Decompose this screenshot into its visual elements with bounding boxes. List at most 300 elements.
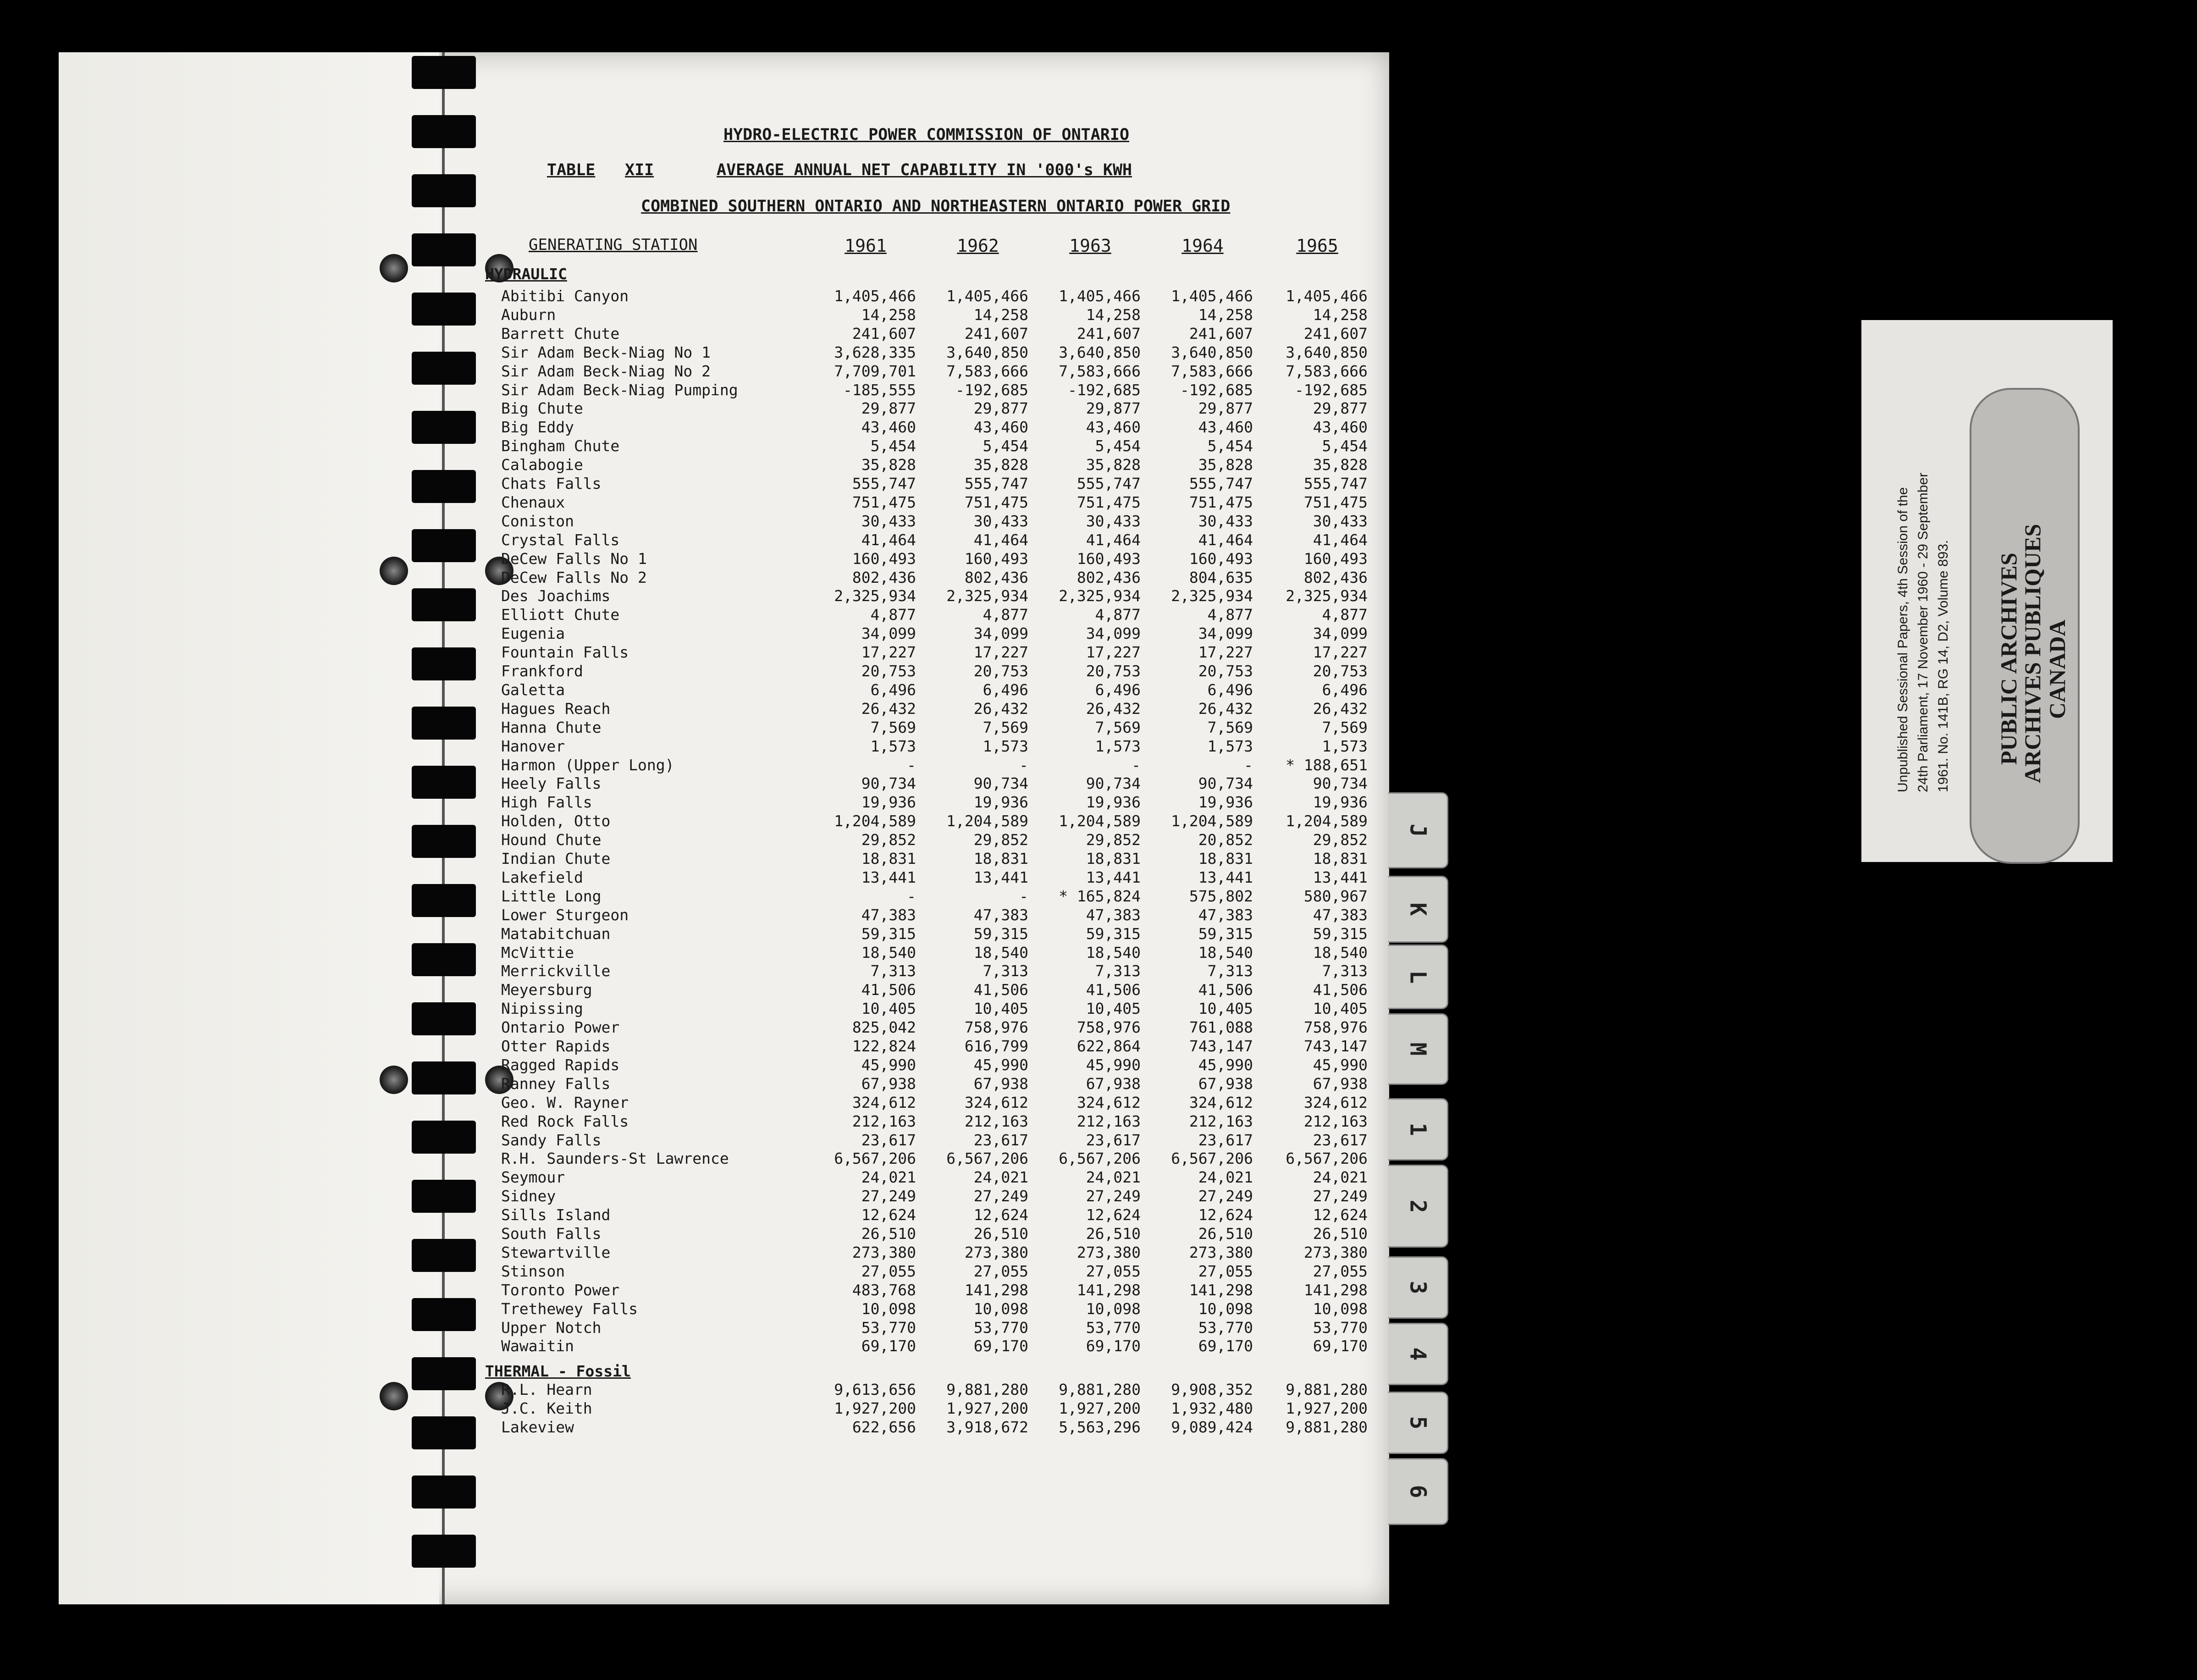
- capability-value: 141,298: [1076, 1281, 1141, 1299]
- section-title: HYDRAULIC: [485, 265, 567, 283]
- capability-value: -192,685: [1180, 381, 1253, 399]
- station-name: McVittie: [501, 943, 574, 962]
- capability-value: 3,628,335: [834, 343, 916, 361]
- station-name: Trethewey Falls: [501, 1299, 638, 1318]
- capability-value: 26,510: [973, 1225, 1028, 1243]
- capability-value: 47,383: [973, 906, 1028, 924]
- capability-value: 6,567,206: [1286, 1149, 1368, 1168]
- capability-value: 59,315: [1198, 924, 1253, 943]
- capability-value: 6,567,206: [1171, 1149, 1253, 1168]
- capability-value: 9,613,656: [834, 1381, 916, 1399]
- capability-value: 14,258: [973, 305, 1028, 324]
- station-name: DeCew Falls No 1: [501, 549, 647, 568]
- capability-value: 5,454: [1207, 437, 1253, 455]
- station-name: Toronto Power: [501, 1281, 620, 1299]
- capability-value: 10,098: [861, 1299, 916, 1318]
- capability-value: 41,506: [1198, 981, 1253, 999]
- capability-value: 27,055: [861, 1262, 916, 1280]
- capability-value: 41,506: [1086, 981, 1141, 999]
- capability-value: 3,640,850: [946, 343, 1028, 361]
- capability-value: 12,624: [1313, 1206, 1368, 1224]
- capability-value: 29,877: [1086, 399, 1141, 418]
- station-name: DeCew Falls No 2: [501, 568, 647, 586]
- capability-value: 67,938: [1313, 1074, 1368, 1093]
- archive-stamp-line2: ARCHIVES PUBLIQUES: [2020, 524, 2045, 783]
- capability-value: 27,249: [1313, 1187, 1368, 1205]
- station-name: Ontario Power: [501, 1018, 620, 1037]
- binder-loop: [412, 1239, 476, 1272]
- capability-value: 26,432: [1086, 699, 1141, 718]
- capability-value: 12,624: [861, 1206, 916, 1224]
- capability-value: 9,881,280: [1059, 1381, 1141, 1399]
- station-name: Elliott Chute: [501, 606, 620, 624]
- capability-value: 1,405,466: [946, 287, 1028, 305]
- capability-value: 45,990: [1198, 1056, 1253, 1074]
- capability-value: * 165,824: [1059, 887, 1141, 905]
- capability-value: 41,464: [973, 531, 1028, 549]
- capability-value: 758,976: [964, 1018, 1028, 1037]
- station-name: Sir Adam Beck-Niag Pumping: [501, 381, 738, 399]
- capability-value: 10,405: [1198, 1000, 1253, 1018]
- capability-value: 4,877: [983, 606, 1028, 624]
- station-name: Merrickville: [501, 962, 611, 980]
- capability-value: 9,881,280: [1286, 1381, 1368, 1399]
- station-name: Hagues Reach: [501, 699, 611, 718]
- capability-value: 45,990: [1086, 1056, 1141, 1074]
- capability-value: 26,510: [1198, 1225, 1253, 1243]
- capability-value: 14,258: [1198, 305, 1253, 324]
- station-name: R.H. Saunders-St Lawrence: [501, 1149, 729, 1168]
- capability-value: 3,640,850: [1059, 343, 1141, 361]
- index-tab[interactable]: [1388, 792, 1448, 868]
- capability-value: 18,540: [1198, 943, 1253, 962]
- capability-value: 3,918,672: [946, 1418, 1028, 1437]
- capability-value: 7,583,666: [1059, 362, 1141, 380]
- capability-value: 27,249: [1086, 1187, 1141, 1205]
- capability-value: 14,258: [1313, 305, 1368, 324]
- capability-value: 90,734: [861, 774, 916, 793]
- table-number: XII: [625, 161, 654, 179]
- station-name: High Falls: [501, 793, 592, 812]
- binder-loop: [412, 884, 476, 917]
- capability-value: 19,936: [1086, 793, 1141, 812]
- capability-value: 1,204,589: [834, 812, 916, 830]
- binder-hole: [380, 254, 408, 282]
- station-name: Stewartville: [501, 1243, 611, 1261]
- capability-value: 241,607: [1189, 324, 1253, 343]
- capability-value: 35,828: [973, 456, 1028, 474]
- station-name: Barrett Chute: [501, 324, 620, 343]
- capability-value: 141,298: [1189, 1281, 1253, 1299]
- capability-value: 3,640,850: [1171, 343, 1253, 361]
- capability-value: 804,635: [1189, 568, 1253, 586]
- capability-value: 7,569: [1095, 718, 1141, 736]
- capability-value: 7,313: [1322, 962, 1368, 980]
- capability-value: 41,464: [1313, 531, 1368, 549]
- capability-value: -: [1019, 887, 1028, 905]
- binder-loop: [412, 588, 476, 621]
- capability-value: 53,770: [973, 1318, 1028, 1337]
- station-name: Abitibi Canyon: [501, 287, 629, 305]
- index-tab[interactable]: [1388, 1458, 1448, 1525]
- capability-value: 10,098: [1198, 1299, 1253, 1318]
- binder-loop: [412, 115, 476, 148]
- capability-value: 141,298: [1303, 1281, 1368, 1299]
- station-name: Ragged Rapids: [501, 1056, 620, 1074]
- capability-value: 324,612: [1189, 1093, 1253, 1111]
- capability-value: 17,227: [1313, 643, 1368, 662]
- capability-value: 1,927,200: [1059, 1399, 1141, 1418]
- capability-value: 18,831: [1086, 850, 1141, 868]
- capability-value: 13,441: [861, 868, 916, 886]
- capability-value: 2,325,934: [1059, 587, 1141, 605]
- capability-value: 23,617: [1313, 1131, 1368, 1149]
- capability-value: 34,099: [1086, 624, 1141, 643]
- capability-value: 555,747: [1189, 475, 1253, 492]
- capability-value: 45,990: [861, 1056, 916, 1074]
- capability-value: 29,877: [1313, 399, 1368, 418]
- capability-value: 41,464: [1198, 531, 1253, 549]
- index-tab[interactable]: [1388, 1165, 1448, 1248]
- index-tab[interactable]: [1388, 1256, 1448, 1319]
- index-tab[interactable]: [1388, 945, 1448, 1009]
- capability-value: -: [1019, 756, 1028, 774]
- station-name: Des Joachims: [501, 587, 611, 605]
- index-tab[interactable]: [1388, 1392, 1448, 1454]
- station-column-header: GENERATING STATION: [529, 236, 698, 254]
- station-name: Sir Adam Beck-Niag No 1: [501, 343, 711, 361]
- index-tab-label: 3: [1405, 1281, 1430, 1294]
- capability-value: 26,432: [1198, 699, 1253, 718]
- capability-value: 59,315: [861, 924, 916, 943]
- capability-value: 41,506: [861, 981, 916, 999]
- capability-value: 12,624: [973, 1206, 1028, 1224]
- capability-value: 2,325,934: [946, 587, 1028, 605]
- station-name: Chats Falls: [501, 475, 602, 492]
- binder-loop: [412, 174, 476, 207]
- capability-value: 802,436: [1076, 568, 1141, 586]
- capability-value: 34,099: [1198, 624, 1253, 643]
- capability-value: 9,089,424: [1171, 1418, 1253, 1437]
- station-name: Big Chute: [501, 399, 583, 418]
- capability-value: 3,640,850: [1286, 343, 1368, 361]
- archive-label: [1861, 320, 2113, 862]
- capability-value: 622,656: [852, 1418, 916, 1437]
- capability-value: 29,852: [861, 831, 916, 849]
- capability-value: 14,258: [861, 305, 916, 324]
- capability-value: 6,496: [1207, 680, 1253, 699]
- capability-value: 67,938: [973, 1074, 1028, 1093]
- capability-value: 19,936: [861, 793, 916, 812]
- capability-value: 7,569: [1322, 718, 1368, 736]
- capability-value: 241,607: [1303, 324, 1368, 343]
- capability-value: 90,734: [1086, 774, 1141, 793]
- capability-value: 30,433: [1086, 512, 1141, 530]
- capability-value: 18,831: [973, 850, 1028, 868]
- capability-value: 5,454: [1322, 437, 1368, 455]
- capability-value: 24,021: [973, 1168, 1028, 1187]
- capability-value: 18,540: [1086, 943, 1141, 962]
- capability-value: 160,493: [1189, 549, 1253, 568]
- capability-value: 30,433: [1313, 512, 1368, 530]
- archive-stamp-line1: PUBLIC ARCHIVES: [1996, 553, 2021, 765]
- capability-value: 19,936: [1313, 793, 1368, 812]
- capability-value: 29,852: [973, 831, 1028, 849]
- capability-value: 41,506: [973, 981, 1028, 999]
- capability-value: 18,831: [1198, 850, 1253, 868]
- index-tab[interactable]: [1388, 1323, 1448, 1385]
- station-name: Coniston: [501, 512, 574, 530]
- capability-value: 9,881,280: [1286, 1418, 1368, 1437]
- capability-value: 13,441: [1313, 868, 1368, 886]
- year-header-1962: 1962: [957, 236, 999, 256]
- capability-value: 43,460: [1313, 418, 1368, 437]
- capability-value: 7,313: [983, 962, 1028, 980]
- station-name: Otter Rapids: [501, 1037, 611, 1055]
- capability-value: -192,685: [1295, 381, 1368, 399]
- capability-value: 7,313: [1095, 962, 1141, 980]
- capability-value: 10,098: [973, 1299, 1028, 1318]
- year-header-1963: 1963: [1069, 236, 1111, 256]
- capability-value: 751,475: [1076, 493, 1141, 511]
- capability-value: 1,573: [1095, 737, 1141, 755]
- capability-value: 47,383: [1313, 906, 1368, 924]
- capability-value: 43,460: [1086, 418, 1141, 437]
- capability-value: 580,967: [1303, 887, 1368, 905]
- index-tab-label: 5: [1405, 1416, 1430, 1430]
- capability-value: 6,496: [1322, 680, 1368, 699]
- capability-value: 1,204,589: [1059, 812, 1141, 830]
- capability-value: 241,607: [964, 324, 1028, 343]
- capability-value: 67,938: [1086, 1074, 1141, 1093]
- capability-value: 758,976: [1076, 1018, 1141, 1037]
- station-name: Ranney Falls: [501, 1074, 611, 1093]
- document-page: [59, 52, 1389, 1604]
- capability-value: 29,877: [1198, 399, 1253, 418]
- capability-value: 24,021: [1086, 1168, 1141, 1187]
- binder-hole: [380, 1066, 408, 1094]
- capability-value: 27,249: [1198, 1187, 1253, 1205]
- capability-value: 622,864: [1076, 1037, 1141, 1055]
- binder-loop: [412, 411, 476, 444]
- capability-value: 1,573: [1322, 737, 1368, 755]
- index-tab-label: M: [1405, 1042, 1430, 1056]
- capability-value: 69,170: [1086, 1337, 1141, 1355]
- capability-value: 7,583,666: [1171, 362, 1253, 380]
- capability-value: 27,055: [1198, 1262, 1253, 1280]
- capability-value: 2,325,934: [1171, 587, 1253, 605]
- capability-value: 18,831: [861, 850, 916, 868]
- station-name: South Falls: [501, 1225, 602, 1243]
- capability-value: 19,936: [973, 793, 1028, 812]
- capability-value: 1,573: [1207, 737, 1253, 755]
- capability-value: 18,540: [861, 943, 916, 962]
- capability-value: 1,573: [870, 737, 916, 755]
- capability-value: 743,147: [1189, 1037, 1253, 1055]
- capability-value: 18,831: [1313, 850, 1368, 868]
- binder-loop: [412, 825, 476, 858]
- capability-value: 27,055: [1086, 1262, 1141, 1280]
- station-name: Harmon (Upper Long): [501, 756, 674, 774]
- capability-value: 273,380: [1076, 1243, 1141, 1261]
- capability-value: 26,432: [973, 699, 1028, 718]
- capability-value: 160,493: [1076, 549, 1141, 568]
- binder-hole: [380, 557, 408, 585]
- capability-value: 273,380: [1189, 1243, 1253, 1261]
- capability-value: -: [1132, 756, 1141, 774]
- capability-value: 758,976: [1303, 1018, 1368, 1037]
- capability-value: -: [907, 756, 916, 774]
- binder-loop: [412, 529, 476, 562]
- capability-value: -: [1244, 756, 1253, 774]
- capability-value: 13,441: [1198, 868, 1253, 886]
- index-tab[interactable]: [1388, 876, 1448, 943]
- capability-value: 483,768: [852, 1281, 916, 1299]
- archive-reference-line2: 24th Parliament, 17 November 1960 - 29 September: [1915, 472, 1931, 792]
- capability-value: 555,747: [1303, 475, 1368, 492]
- station-name: Upper Notch: [501, 1318, 602, 1337]
- capability-value: 27,249: [973, 1187, 1028, 1205]
- capability-value: 4,877: [1095, 606, 1141, 624]
- station-name: Lakeview: [501, 1418, 574, 1437]
- capability-value: 324,612: [1303, 1093, 1368, 1111]
- capability-value: 4,877: [870, 606, 916, 624]
- capability-value: 35,828: [861, 456, 916, 474]
- capability-value: 10,405: [861, 1000, 916, 1018]
- station-name: Hanna Chute: [501, 718, 602, 736]
- capability-value: 1,204,589: [1171, 812, 1253, 830]
- capability-value: 53,770: [861, 1318, 916, 1337]
- capability-value: 13,441: [1086, 868, 1141, 886]
- capability-value: 555,747: [964, 475, 1028, 492]
- capability-value: 241,607: [1076, 324, 1141, 343]
- capability-value: 10,405: [1313, 1000, 1368, 1018]
- facing-page: [59, 52, 439, 1604]
- capability-value: 616,799: [964, 1037, 1028, 1055]
- capability-value: 53,770: [1086, 1318, 1141, 1337]
- capability-value: 30,433: [1198, 512, 1253, 530]
- capability-value: 743,147: [1303, 1037, 1368, 1055]
- capability-value: 5,454: [983, 437, 1028, 455]
- capability-value: 24,021: [1198, 1168, 1253, 1187]
- station-name: Stinson: [501, 1262, 565, 1280]
- binder-loop: [412, 1476, 476, 1509]
- index-tab[interactable]: [1388, 1013, 1448, 1085]
- capability-value: 1,204,589: [1286, 812, 1368, 830]
- index-tab-label: J: [1405, 823, 1430, 837]
- binder-loop: [412, 766, 476, 799]
- capability-value: 1,927,200: [946, 1399, 1028, 1418]
- capability-value: 4,877: [1322, 606, 1368, 624]
- capability-value: 9,908,352: [1171, 1381, 1253, 1399]
- capability-value: 10,098: [1086, 1299, 1141, 1318]
- capability-value: 6,567,206: [946, 1149, 1028, 1168]
- station-name: Holden, Otto: [501, 812, 611, 830]
- capability-value: 1,405,466: [834, 287, 916, 305]
- capability-value: 45,990: [1313, 1056, 1368, 1074]
- binder-loop: [412, 1416, 476, 1449]
- capability-value: 6,496: [1095, 680, 1141, 699]
- capability-value: 26,510: [1086, 1225, 1141, 1243]
- station-name: Sandy Falls: [501, 1131, 602, 1149]
- capability-value: 5,454: [1095, 437, 1141, 455]
- capability-value: 43,460: [861, 418, 916, 437]
- capability-value: 7,709,701: [834, 362, 916, 380]
- capability-value: 5,454: [870, 437, 916, 455]
- index-tab[interactable]: [1388, 1098, 1448, 1161]
- capability-value: 24,021: [1313, 1168, 1368, 1187]
- capability-value: 212,163: [1076, 1112, 1141, 1130]
- capability-value: 34,099: [861, 624, 916, 643]
- capability-value: 1,927,200: [1286, 1399, 1368, 1418]
- binder-loop: [412, 647, 476, 680]
- year-header-1961: 1961: [845, 236, 887, 256]
- station-name: Sidney: [501, 1187, 556, 1205]
- station-name: Chenaux: [501, 493, 565, 511]
- capability-value: 212,163: [852, 1112, 916, 1130]
- capability-value: 7,583,666: [946, 362, 1028, 380]
- capability-value: 555,747: [852, 475, 916, 492]
- capability-value: 19,936: [1198, 793, 1253, 812]
- station-name: Geo. W. Rayner: [501, 1093, 629, 1111]
- section-title: THERMAL - Fossil: [485, 1362, 631, 1381]
- station-name: Lakefield: [501, 868, 583, 886]
- table-subtitle: AVERAGE ANNUAL NET CAPABILITY IN '000's KWH: [717, 161, 1132, 179]
- capability-value: 29,877: [973, 399, 1028, 418]
- capability-value: 20,753: [1086, 662, 1141, 680]
- capability-value: 67,938: [1198, 1074, 1253, 1093]
- capability-value: 802,436: [1303, 568, 1368, 586]
- binder-loop: [412, 1357, 476, 1390]
- archive-reference-line1: Unpublished Sessional Papers, 4th Session of the: [1895, 487, 1910, 792]
- capability-value: 17,227: [1198, 643, 1253, 662]
- capability-value: -185,555: [843, 381, 916, 399]
- capability-value: 273,380: [964, 1243, 1028, 1261]
- capability-value: 6,496: [870, 680, 916, 699]
- capability-value: 1,573: [983, 737, 1028, 755]
- capability-value: 1,405,466: [1059, 287, 1141, 305]
- capability-value: 34,099: [1313, 624, 1368, 643]
- binder-loop: [412, 293, 476, 326]
- capability-value: 35,828: [1086, 456, 1141, 474]
- document-title: HYDRO-ELECTRIC POWER COMMISSION OF ONTARIO: [723, 126, 1130, 144]
- capability-value: 12,624: [1198, 1206, 1253, 1224]
- capability-value: 825,042: [852, 1018, 916, 1037]
- capability-value: 324,612: [964, 1093, 1028, 1111]
- capability-value: 26,510: [1313, 1225, 1368, 1243]
- capability-value: 35,828: [1313, 456, 1368, 474]
- capability-value: 27,249: [861, 1187, 916, 1205]
- capability-value: 47,383: [1198, 906, 1253, 924]
- capability-value: 18,540: [973, 943, 1028, 962]
- station-name: Red Rock Falls: [501, 1112, 629, 1130]
- capability-value: 273,380: [852, 1243, 916, 1261]
- capability-value: 24,021: [861, 1168, 916, 1187]
- station-name: Calabogie: [501, 456, 583, 474]
- archive-reference-line3: 1961. No. 141B, RG 14, D2, Volume 893.: [1936, 540, 1951, 792]
- capability-value: 20,852: [1198, 831, 1253, 849]
- capability-value: 35,828: [1198, 456, 1253, 474]
- table-label: TABLE: [547, 161, 596, 179]
- capability-value: 69,170: [861, 1337, 916, 1355]
- capability-value: 802,436: [852, 568, 916, 586]
- capability-value: 69,170: [1313, 1337, 1368, 1355]
- capability-value: 13,441: [973, 868, 1028, 886]
- station-name: Nipissing: [501, 1000, 583, 1018]
- capability-value: 17,227: [861, 643, 916, 662]
- binder-loop: [412, 352, 476, 385]
- capability-value: 2,325,934: [834, 587, 916, 605]
